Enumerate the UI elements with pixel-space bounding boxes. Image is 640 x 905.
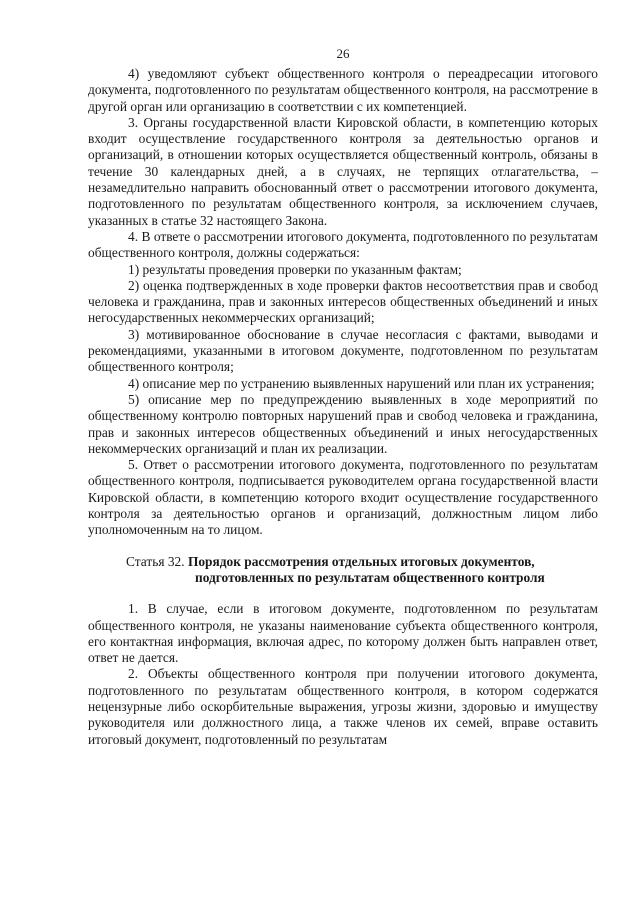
paragraph: 3. Органы государственной власти Кировской области, в компетенцию которых входит осуществление государственного контроля за деятельностью органов и организаций, в отношении которых осуществляется общественный контроль, обязаны в течение 30 календарных дней, а в случаях, не терпящих отлагательства, – незамедлительно направить обоснованный ответ о рассмотрении итогового документа, подготовленного по результатам общественного контроля, за исключением случаев, указанных в статье 32 настоящего Закона. — [88, 114, 598, 228]
article-label: Статья 32. — [126, 553, 185, 569]
paragraph: 4) уведомляют субъект общественного контроля о переадресации итогового документа, подготовленного по результатам общественного контроля, на рассмотрение в другой орган или организацию в соответствии с их компетенцией. — [88, 66, 598, 114]
section-part1 — [88, 66, 598, 539]
list-item: 2) оценка подтвержденных в ходе проверки фактов несоответствия прав и свобод человека и гражданина, прав и законных интересов общественных объединений и иных негосударственных некоммерческих организаций; — [88, 277, 598, 326]
paragraph: 1. В случае, если в итоговом документе, подготовленном по результатам общественного контроля, не указаны наименование субъекта общественного контроля, его контактная информация, включая адрес, по которому должен быть направлен ответ, ответ не дается. — [88, 601, 598, 666]
list-item: 4) описание мер по устранению выявленных нарушений или план их устранения; — [128, 375, 595, 391]
article-title-line1: Порядок рассмотрения отдельных итоговых документов, — [187, 553, 535, 569]
list-item: 3) мотивированное обоснование в случае несогласия с фактами, выводами и рекомендациями, указанными в итоговом документе, подготовленном по результатам общественного контроля; — [88, 326, 598, 375]
section-part2 — [88, 601, 598, 748]
article-title-line2: подготовленных по результатам общественного контроля — [195, 569, 545, 585]
page-number: 26 — [336, 46, 350, 61]
article-heading — [88, 554, 598, 587]
list-item: 5) описание мер по предупреждению выявленных в ходе мероприятий по общественному контролю повторных нарушений прав и свобод человека и гражданина, прав и законных интересов общественных объединений и иных негосударственных некоммерческих организаций и план их реализации. — [88, 391, 598, 456]
paragraph: 4. В ответе о рассмотрении итогового документа, подготовленного по результатам общественного контроля, должны содержаться: — [88, 228, 598, 261]
list-item: 1) результаты проведения проверки по указанным фактам; — [128, 261, 462, 277]
paragraph: 5. Ответ о рассмотрении итогового документа, подготовленного по результатам общественного контроля, подписывается руководителем органа государственной власти Кировской области, в компетенцию которого входит осуществление государственного контроля за деятельностью органов и организаций, должностным лицом либо уполномоченным на то лицом. — [88, 457, 598, 538]
paragraph: 2. Объекты общественного контроля при получении итогового документа, подготовленного по результатам общественного контроля, в котором содержатся нецензурные либо оскорбительные выражения, угрозы жизни, здоровью и имуществу руководителя или должностного лица, а также членов их семей, вправе оставить итоговый документ, подготовленный по результатам — [88, 666, 598, 747]
